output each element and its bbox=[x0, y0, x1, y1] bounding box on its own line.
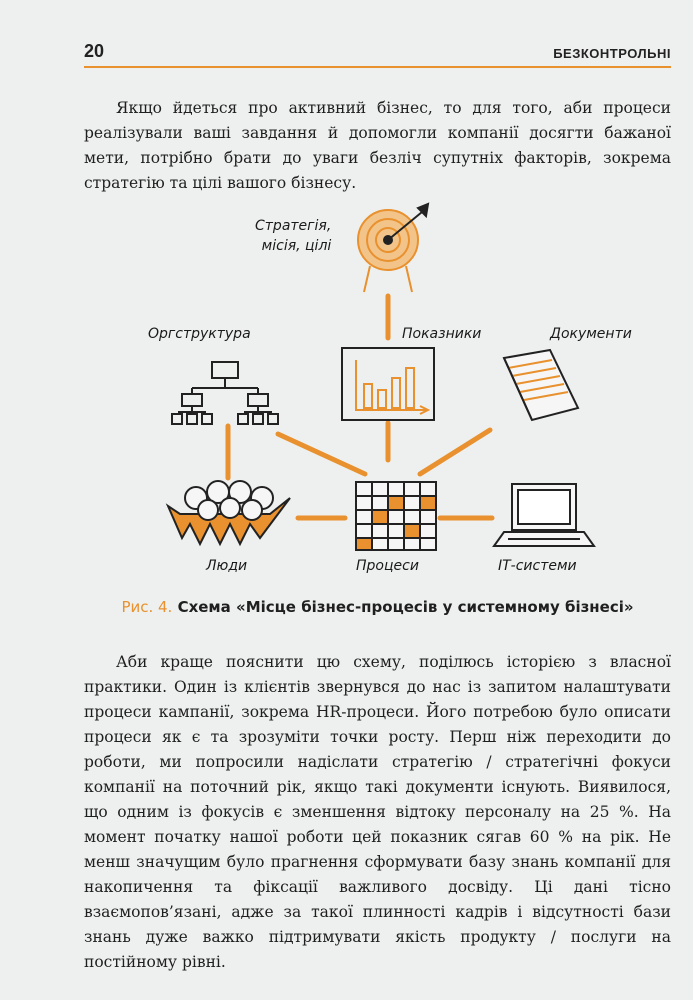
processes-grid-icon bbox=[356, 482, 436, 550]
documents-icon bbox=[504, 350, 578, 420]
label-documents: Документи bbox=[550, 326, 632, 342]
label-strategy-line2: місія, цілі bbox=[261, 238, 332, 254]
connector-org-processes bbox=[278, 434, 365, 474]
people-icon bbox=[168, 481, 290, 544]
label-strategy-line1: Стратегія, bbox=[255, 218, 332, 234]
label-orgstructure: Оргструктура bbox=[148, 326, 251, 342]
page-number: 20 bbox=[84, 41, 105, 61]
paragraph-intro: Якщо йдеться про активний бізнес, то для того, аби процеси реалізували ваші завдання й допомогли компанії досягти бажаної мети, потрібно брати до уваги безліч супутніх факторів, зокрема стратегію та цілі вашого бізнесу. bbox=[84, 99, 671, 192]
label-processes: Процеси bbox=[356, 558, 419, 574]
label-it-systems: ІТ-системи bbox=[498, 558, 577, 574]
diagram-graphics bbox=[120, 198, 650, 590]
laptop-icon bbox=[494, 484, 594, 546]
connector-documents-processes bbox=[420, 430, 490, 474]
target-icon bbox=[358, 204, 428, 292]
chart-icon bbox=[342, 348, 434, 420]
running-title: БЕЗКОНТРОЛЬНІ bbox=[553, 46, 671, 61]
label-people: Люди bbox=[206, 558, 248, 574]
label-strategy bbox=[255, 216, 331, 256]
orgstructure-icon bbox=[172, 362, 278, 424]
figure-caption bbox=[84, 597, 671, 617]
label-indicators: Показники bbox=[402, 326, 482, 342]
page-header bbox=[84, 36, 671, 68]
figure-caption-text: Схема «Місце бізнес-процесів у системному бізнесі» bbox=[177, 598, 634, 616]
business-diagram bbox=[120, 198, 650, 590]
figure-number: Рис. 4. bbox=[121, 598, 173, 616]
paragraph-story: Аби краще пояснити цю схему, поділюсь історією з власної практики. Один із клієнтів звернувся до нас із запитом налаштувати процеси кампанії, зокрема HR-процеси. Його потребою було описати процеси як є та зрозуміти точки росту. Перш ніж переходити до роботи, ми попросили надіслати стратегію / стратегічні фокуси компанії на поточний рік, якщо такі документи існують. Виявилося, що одним із фокусів є зменшення відтоку персоналу на 25 %. На момент початку нашої роботи цей показник сягав 60 % на рік. Не менш значущим було прагнення сформувати базу знань компанії для накопичення та фіксації важливого досвіду. Ці дані тісно взаємопов’язані, адже за такої плинності кадрів і відсутності бази знань дуже важко підтримувати якість продукту / послуги на постійному рівні. bbox=[84, 653, 671, 971]
